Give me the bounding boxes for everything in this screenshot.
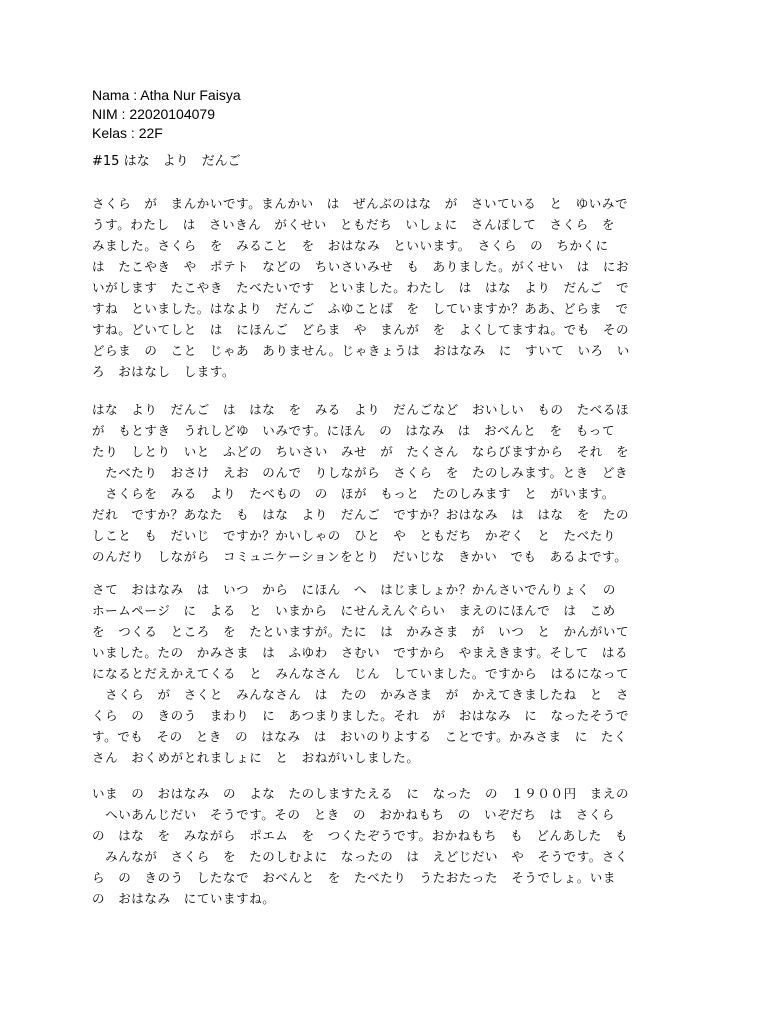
text-line: いま の おはなみ の よな たのしますたえる に なった の １９００円 まえの bbox=[92, 786, 630, 801]
text-line: だれ ですか？あなた も はな より だんご ですか？おはなみ は はな を たの bbox=[92, 507, 630, 522]
text-line: すね。どいてしと は にほんご どらま や まんが を よくしてますね。でも その bbox=[92, 322, 630, 337]
text-line: くら の きのう まわり に あつまりました。それ が おはなみ に なったそうで bbox=[92, 708, 630, 723]
text-line: は たこやき や ポテト などの ちいさいみせ も ありました。がくせい は にお bbox=[92, 259, 630, 274]
text-line: たり しとり いと ふどの ちいさい みせ が たくさん ならびますから それ を bbox=[92, 444, 630, 459]
text-line: のんだり しながら コミュニケーションをとり だいじな きかい でも あるよです。 bbox=[92, 549, 628, 564]
text-line: うす。わたし は さいきん がくせい ともだち いしょに さんぽして さくら を bbox=[92, 217, 616, 232]
text-line: の はな を みながら ポエム を つくたぞうです。おかねもち も どんあした も bbox=[92, 828, 629, 843]
text-line: す。でも その とき の はなみ は おいのりよする ことです。かみさま に たく bbox=[92, 729, 628, 744]
text-line: ろ おはなし します。 bbox=[92, 364, 236, 379]
essay-title: #15 はな より だんご bbox=[92, 154, 241, 169]
paragraph-2 bbox=[92, 399, 629, 567]
text-line: ら の きのう したなで おべんと を たべたり うたおたった そうでしょ。いま bbox=[92, 870, 617, 885]
text-line: いました。たの かみさま は ふゆわ さむい ですから やまえきます。そして はる bbox=[92, 645, 629, 660]
text-line: はな より だんご は はな を みる より だんごなど おいしい もの たべるほ bbox=[92, 402, 630, 417]
paragraph-4 bbox=[92, 783, 629, 909]
text-line: しこと も だいじ ですか？かいしゃの ひと や ともだち かぞく と たべたり bbox=[92, 528, 617, 543]
text-line: ホームページ に よる と いまから にせんえんぐらい まえのにほんで は こめ bbox=[92, 603, 616, 618]
text-line: さくら が さくと みんなさん は たの かみさま が かえてきましたね と さ bbox=[92, 687, 630, 702]
text-line: へいあんじだい そうです。その とき の おかねもち の いぞだち は さくら bbox=[92, 807, 616, 822]
text-line: が もとすき うれしどゆ いみです。にほん の はなみ は おべんと を もって bbox=[92, 423, 616, 438]
student-info bbox=[92, 86, 241, 143]
text-line: になるとだえかえてくる と みんなさん じん していました。ですから はるになって bbox=[92, 666, 630, 681]
text-line: を つくる ところ を たといますが。たに は かみさま が いつ と かんがいて bbox=[92, 624, 630, 639]
text-line: さくら が まんかいです。まんかい は ぜんぶのはな が さいている と ゆいみで bbox=[92, 196, 629, 211]
text-line: みました。さくら を みること を おはなみ といいます。 さくら の ちかくに bbox=[92, 238, 609, 253]
student-name: Nama : Atha Nur Faisya bbox=[92, 87, 241, 103]
paragraph-1 bbox=[92, 193, 630, 382]
text-line: さん おくめがとれましょに と おねがいしました。 bbox=[92, 750, 420, 765]
text-line: すね といました。はなより だんご ふゆことば を していますか？ああ、どらま で bbox=[92, 301, 629, 316]
text-line: いがします たこやき たべたいです といました。わたし は はな より だんご で bbox=[92, 280, 630, 295]
text-line: みんなが さくら を たのしむよに なったの は えどじだい や そうです。さく bbox=[92, 849, 629, 864]
text-line: の おはなみ にていますね。 bbox=[92, 891, 276, 906]
text-line: どらま の こと じゃあ ありません。じゃきょうは おはなみ に すいて いろ い bbox=[92, 343, 630, 358]
text-line: たべたり おさけ えお のんで りしながら さくら を たのしみます。とき どき bbox=[92, 465, 629, 480]
student-class: Kelas : 22F bbox=[92, 125, 163, 141]
text-line: さて おはなみ は いつ から にほん へ はじましょか？かんさいでんりょく の bbox=[92, 582, 617, 597]
paragraph-3 bbox=[92, 579, 629, 768]
student-nim: NIM : 22020104079 bbox=[92, 106, 215, 122]
text-line: さくらを みる より たべもの の ほが もっと たのしみます と がいます。 bbox=[92, 486, 616, 501]
